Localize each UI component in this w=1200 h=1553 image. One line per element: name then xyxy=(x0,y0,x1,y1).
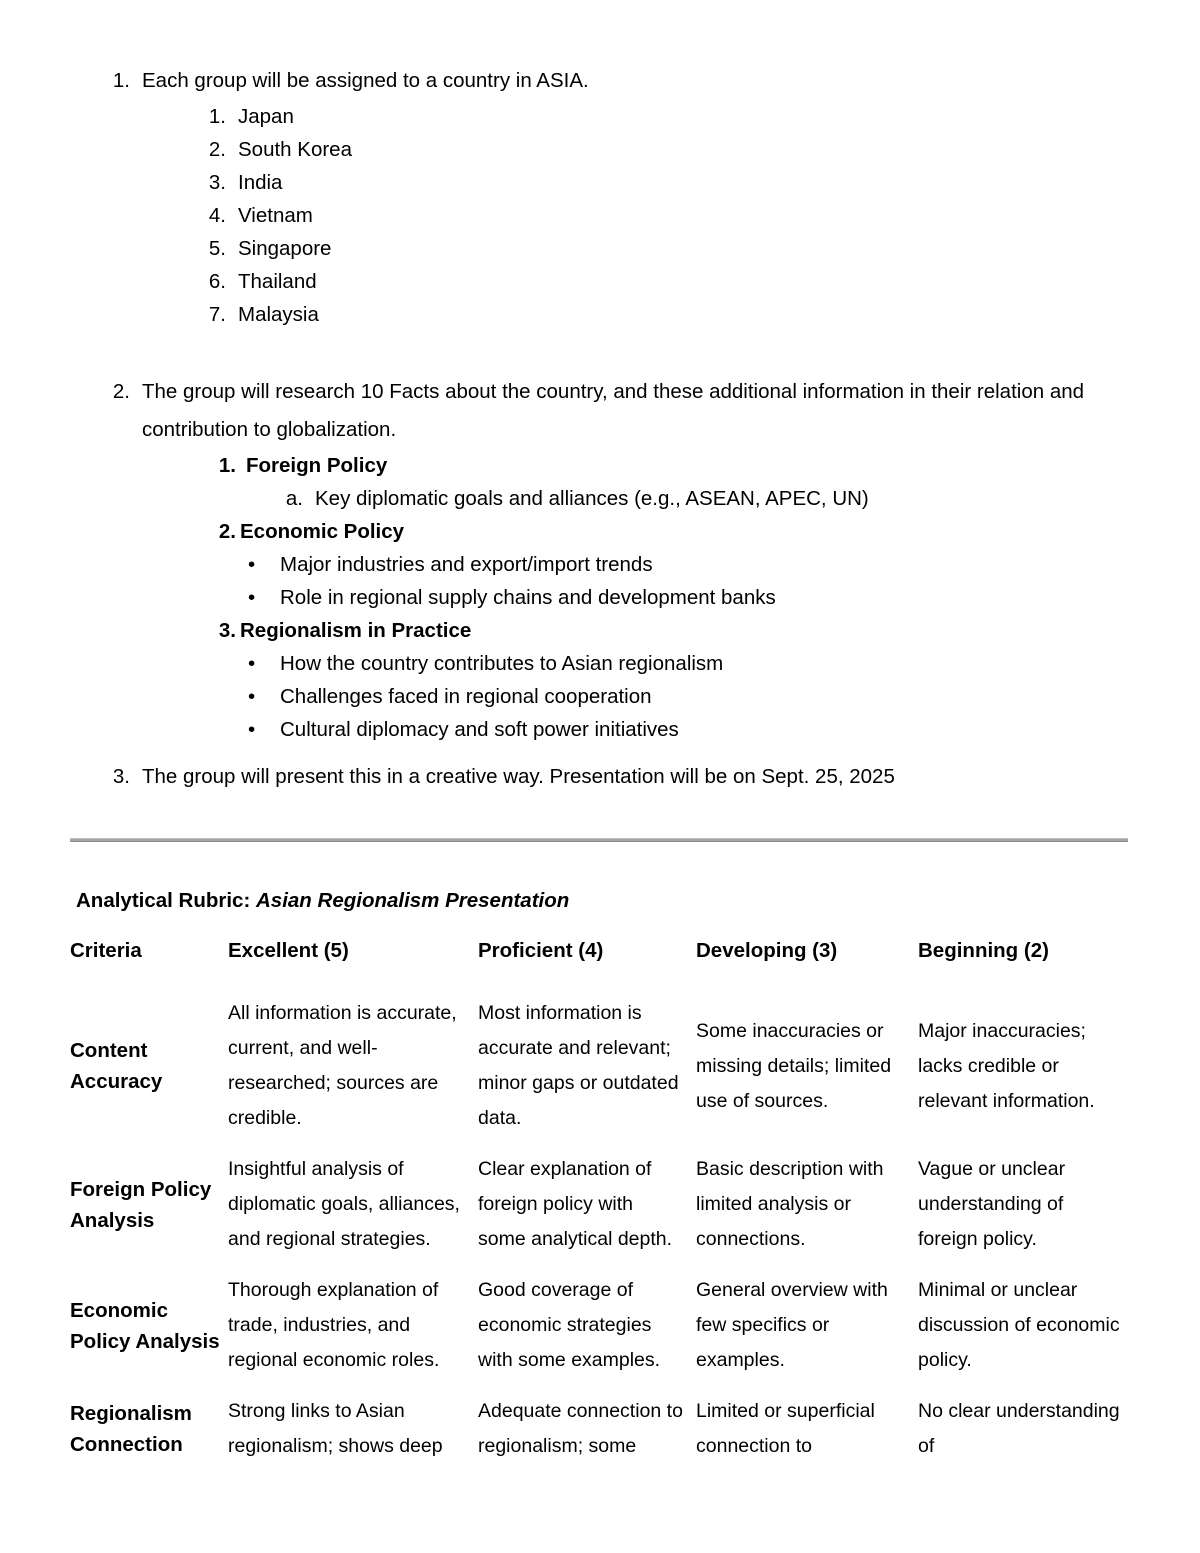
research-topic-label: Foreign Policy xyxy=(246,454,388,477)
research-topic-heading xyxy=(0,449,1200,482)
row-cell-developing: Some inaccuracies or missing details; limited use of sources. xyxy=(696,1019,892,1112)
column-header-developing: Developing (3) xyxy=(696,939,838,962)
column-header-proficient: Proficient (4) xyxy=(478,939,604,962)
country-name: Malaysia xyxy=(238,303,319,326)
research-topic-heading xyxy=(0,614,1200,647)
list-marker: 1. xyxy=(208,105,226,128)
list-item-text: Each group will be assigned to a country in ASIA. xyxy=(142,69,589,92)
list-item-text: The group will present this in a creative way. Presentation will be on Sept. 25, 2025 xyxy=(142,765,895,788)
table-header-row xyxy=(70,934,1132,988)
table-row xyxy=(70,1144,1132,1265)
row-cell-developing: General overview with few specifics or examples. xyxy=(696,1279,888,1371)
list-item-text: Major industries and export/import trends xyxy=(280,553,653,576)
column-header-beginning: Beginning (2) xyxy=(918,939,1049,962)
row-cell-proficient: Adequate connection to regionalism; some xyxy=(478,1400,683,1457)
rubric-table xyxy=(70,934,1132,1472)
list-item-text: Key diplomatic goals and alliances (e.g., ASEAN, APEC, UN) xyxy=(315,487,869,510)
row-cell-proficient: Most information is accurate and relevant; minor gaps or outdated data. xyxy=(478,1002,679,1129)
row-cell-excellent: Thorough explanation of trade, industries, and regional economic roles. xyxy=(228,1279,440,1371)
list-marker: 1. xyxy=(218,454,236,477)
bullet-icon: • xyxy=(248,553,256,576)
row-cell-excellent: Strong links to Asian regionalism; shows deep xyxy=(228,1400,443,1457)
row-criteria-label: Foreign Policy Analysis xyxy=(70,1177,212,1232)
row-cell-beginning: No clear understanding of xyxy=(918,1400,1120,1457)
list-item-text: The group will research 10 Facts about the country, and these additional information in their relation and contribution to globalization. xyxy=(142,380,1085,441)
country-name: India xyxy=(238,171,283,194)
list-item xyxy=(0,758,1200,796)
list-item xyxy=(0,373,1200,449)
column-header-criteria: Criteria xyxy=(70,939,142,962)
row-cell-excellent: All information is accurate, current, and well-researched; sources are credible. xyxy=(228,1002,457,1129)
spacer xyxy=(0,331,1200,373)
country-name: South Korea xyxy=(238,138,352,161)
list-marker: 3. xyxy=(218,619,236,642)
row-cell-developing: Limited or superficial connection to xyxy=(696,1400,875,1457)
list-item-text: Challenges faced in regional cooperation xyxy=(280,685,652,708)
bullet-icon: • xyxy=(248,718,256,741)
list-marker: 7. xyxy=(208,303,226,326)
list-item xyxy=(0,133,1200,166)
row-criteria-label: Economic Policy Analysis xyxy=(70,1298,220,1353)
spacer xyxy=(0,746,1200,758)
country-name: Japan xyxy=(238,105,294,128)
list-item xyxy=(0,647,1200,680)
list-marker: 5. xyxy=(208,237,226,260)
row-cell-proficient: Clear explanation of foreign policy with some analytical depth. xyxy=(478,1158,673,1250)
row-cell-proficient: Good coverage of economic strategies with some examples. xyxy=(478,1279,661,1371)
research-topic-heading xyxy=(0,515,1200,548)
list-item xyxy=(0,100,1200,133)
list-item-text: Cultural diplomacy and soft power initiatives xyxy=(280,718,679,741)
rubric-title xyxy=(76,889,569,913)
list-item xyxy=(0,199,1200,232)
research-topic-label: Regionalism in Practice xyxy=(240,619,472,642)
rubric-title-subject: Asian Regionalism Presentation xyxy=(256,889,570,912)
table-header xyxy=(70,934,1132,988)
list-item xyxy=(0,298,1200,331)
column-header-excellent: Excellent (5) xyxy=(228,939,349,962)
list-marker: 2. xyxy=(208,138,226,161)
row-criteria-label: Content Accuracy xyxy=(70,1039,163,1093)
list-marker: a. xyxy=(285,487,303,510)
bullet-icon: • xyxy=(248,586,256,609)
row-cell-developing: Basic description with limited analysis or connections. xyxy=(696,1158,884,1250)
list-marker: 1. xyxy=(112,69,130,92)
row-criteria-label: Regionalism Connection xyxy=(70,1402,192,1456)
list-item-text: Role in regional supply chains and development banks xyxy=(280,586,776,609)
table-row xyxy=(70,988,1132,1144)
bullet-icon: • xyxy=(248,685,256,708)
list-item xyxy=(0,482,1200,515)
row-cell-beginning: Vague or unclear understanding of foreign policy. xyxy=(918,1158,1066,1250)
rubric-title-prefix: Analytical Rubric: xyxy=(76,889,256,912)
row-cell-beginning: Major inaccuracies; lacks credible or relevant information. xyxy=(918,1019,1095,1112)
row-cell-beginning: Minimal or unclear discussion of economic policy. xyxy=(918,1279,1120,1371)
list-marker: 6. xyxy=(208,270,226,293)
country-name: Singapore xyxy=(238,237,332,260)
list-marker: 2. xyxy=(112,380,130,403)
table-row xyxy=(70,1386,1132,1472)
list-item-text: How the country contributes to Asian regionalism xyxy=(280,652,724,675)
list-marker: 4. xyxy=(208,204,226,227)
list-item xyxy=(0,62,1200,100)
research-topic-label: Economic Policy xyxy=(240,520,405,543)
row-cell-excellent: Insightful analysis of diplomatic goals, alliances, and regional strategies. xyxy=(228,1158,460,1250)
list-marker: 3. xyxy=(112,765,130,788)
table-body xyxy=(70,988,1132,1472)
country-name: Thailand xyxy=(238,270,317,293)
list-item xyxy=(0,680,1200,713)
list-item xyxy=(0,713,1200,746)
section-divider xyxy=(70,838,1128,842)
list-item xyxy=(0,548,1200,581)
list-item xyxy=(0,581,1200,614)
list-item xyxy=(0,265,1200,298)
list-item xyxy=(0,166,1200,199)
list-marker: 2. xyxy=(218,520,236,543)
table-row xyxy=(70,1265,1132,1386)
list-marker: 3. xyxy=(208,171,226,194)
bullet-icon: • xyxy=(248,652,256,675)
country-name: Vietnam xyxy=(238,204,313,227)
list-item xyxy=(0,232,1200,265)
